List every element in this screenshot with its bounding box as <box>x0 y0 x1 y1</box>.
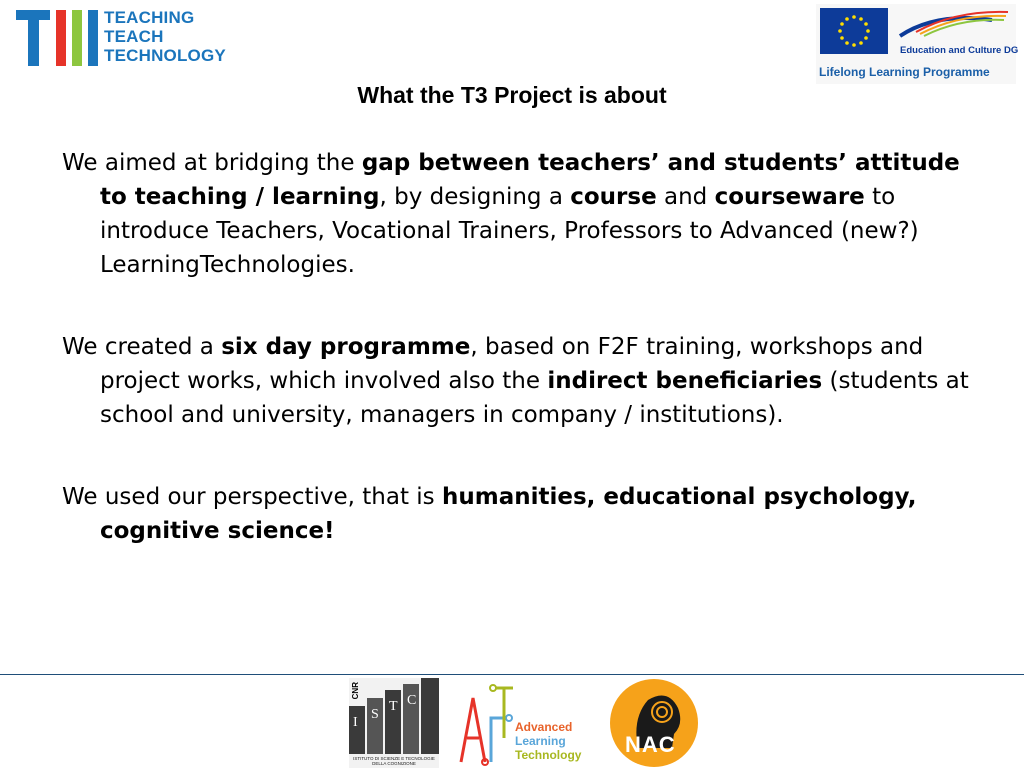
emphasis-text: indirect beneficiaries <box>547 368 823 394</box>
emphasis-text: humanities, educational psychology, cognitive science! <box>100 484 917 544</box>
emphasis-text: six day programme <box>221 334 471 360</box>
t3-logo-line: TEACHING <box>104 8 195 27</box>
body-text: We created a <box>62 334 222 360</box>
body-text: , by designing a <box>379 184 571 210</box>
eu-swoosh-icon <box>896 6 1012 42</box>
footer-divider <box>0 674 1024 675</box>
body-paragraph <box>62 330 974 432</box>
body-text: to introduce Teachers, Vocational Trainers, Professors to Advanced (new?) LearningTechnologies. <box>100 184 919 278</box>
eu-llp-logo <box>816 4 1019 84</box>
body-paragraph <box>62 146 974 282</box>
nac-logo <box>608 678 700 768</box>
istc-cnr-logo <box>349 678 439 768</box>
nac-label: NAC <box>625 732 676 757</box>
eu-programme-label: Lifelong Learning Programme <box>819 65 990 79</box>
svg-text:I: I <box>353 715 358 730</box>
body-text: (students at school and university, managers in company / institutions). <box>100 368 969 428</box>
body-paragraph <box>62 480 974 548</box>
cnr-label: CNR <box>351 682 360 700</box>
istc-caption: ISTITUTO DI SCIENZE E TECNOLOGIE DELLA COGNIZIONE <box>353 756 435 766</box>
emphasis-text: courseware <box>714 184 865 210</box>
slide-body <box>62 146 974 596</box>
emphasis-text: gap between teachers’ and students’ attitude to teaching / learning <box>100 150 960 210</box>
emphasis-text: course <box>570 184 657 210</box>
body-text: We aimed at bridging the <box>62 150 362 176</box>
svg-text:T: T <box>389 699 398 714</box>
t3-logo <box>16 8 256 70</box>
alt-circuit-icon <box>455 678 515 766</box>
body-text: and <box>656 184 715 210</box>
istc-blocks-icon <box>349 678 439 754</box>
eu-flag-icon <box>820 8 888 54</box>
slide-title: What the T3 Project is about <box>357 82 667 108</box>
alt-logo-text <box>515 720 581 762</box>
t3-logo-line: TEACH <box>104 27 164 46</box>
alt-logo <box>455 678 595 768</box>
body-text: , based on F2F training, workshops and project works, which involved also the <box>100 334 924 394</box>
t3-logo-text <box>104 8 226 65</box>
svg-text:C: C <box>407 693 417 708</box>
eu-dg-label: Education and Culture DG <box>900 45 1019 56</box>
t3-logo-mark-icon <box>16 10 102 68</box>
t3-logo-line: TECHNOLOGY <box>104 46 226 65</box>
alt-logo-line: Technology <box>515 748 582 762</box>
svg-text:S: S <box>371 707 379 722</box>
alt-logo-line: Learning <box>515 734 566 748</box>
body-text: We used our perspective, that is <box>62 484 442 510</box>
alt-logo-line: Advanced <box>515 720 573 734</box>
